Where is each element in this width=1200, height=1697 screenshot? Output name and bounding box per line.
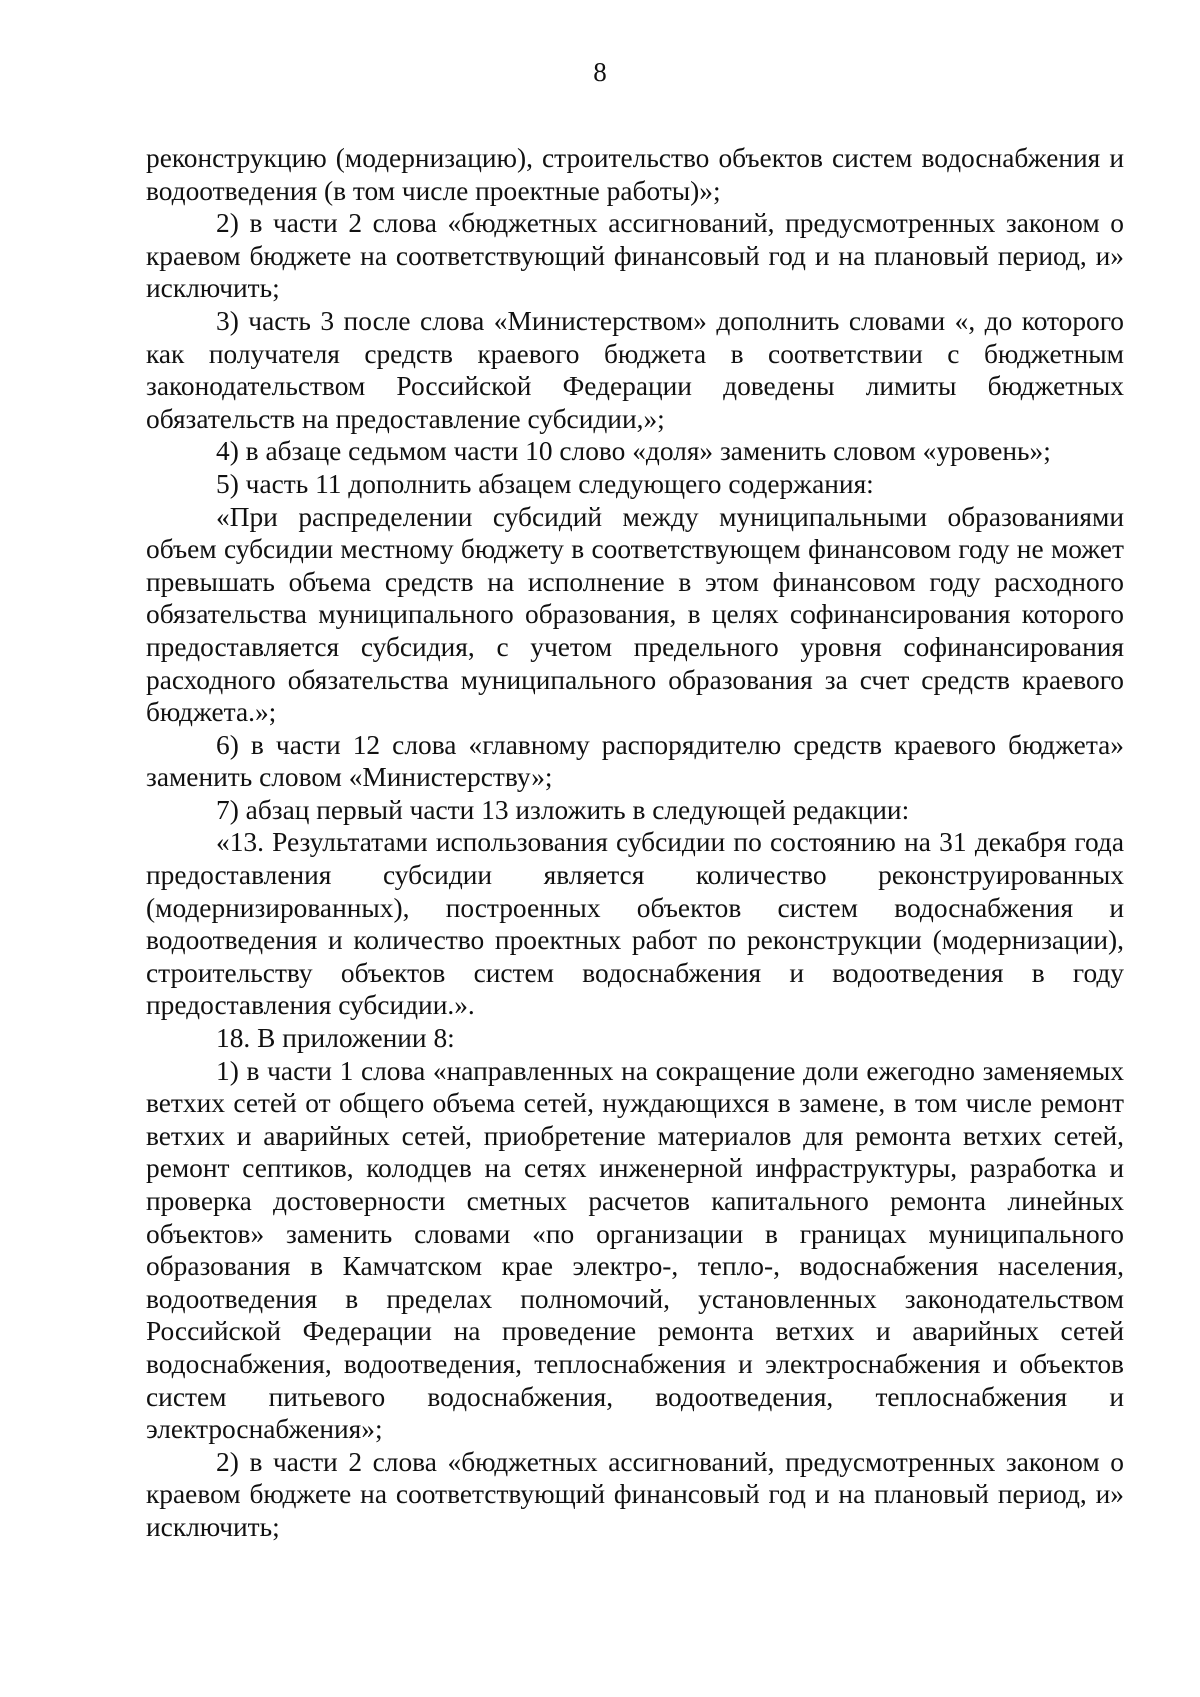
page-number: 8 [593, 57, 607, 87]
paragraph-1: реконструкцию (модернизацию), строительство объектов систем водоснабжения и водоотведения (в том числе проектные работы)»; [146, 143, 1124, 206]
paragraph-6: «При распределении субсидий между муниципальными образованиями объем субсидии местному бюджету в соответствующем финансовом году не может превышать объема средств на исполнение в этом финансовом году расходного обязательства муниципального образования, в целях софинансирования которого предоставляется субсидия, с учетом предельного уровня софинансирования расходного обязательства муниципального образования за счет средств краевого бюджета.»; [146, 501, 1124, 728]
paragraph-11: 1) в части 1 слова «направленных на сокращение доли ежегодно заменяемых ветхих сетей от общего объема сетей, нуждающихся в замене, в том числе ремонт ветхих и аварийных сетей, приобретение материалов для ремонта ветхих сетей, ремонт септиков, колодцев на сетях инженерной инфраструктуры, разработка и проверка достоверности сметных расчетов капитального ремонта линейных объектов» заменить словами «по организации в границах муниципального образования в Камчатском крае электро-, тепло-, водоснабжения населения, водоотведения в пределах полномочий, установленных законодательством Российской Федерации на проведение ремонта ветхих и аварийных сетей водоснабжения, водоотведения, теплоснабжения и электроснабжения и объектов систем питьевого водоснабжения, водоотведения, теплоснабжения и электроснабжения»; [146, 1055, 1124, 1445]
document-body [146, 142, 1124, 1544]
paragraph-3: 3) часть 3 после слова «Министерством» дополнить словами «, до которого как получателя средств краевого бюджета в соответствии с бюджетным законодательством Российской Федерации доведены лимиты бюджетных обязательств на предоставление субсидии,»; [146, 305, 1124, 434]
paragraph-2: 2) в части 2 слова «бюджетных ассигнований, предусмотренных законом о краевом бюджете на соответствующий финансовый год и на плановый период, и» исключить; [146, 208, 1124, 304]
paragraph-4: 4) в абзаце седьмом части 10 слово «доля» заменить словом «уровень»; [216, 436, 1051, 467]
paragraph-5: 5) часть 11 дополнить абзацем следующего содержания: [216, 468, 874, 499]
paragraph-10: 18. В приложении 8: [216, 1023, 455, 1054]
paragraph-8: 7) абзац первый части 13 изложить в следующей редакции: [216, 794, 910, 825]
paragraph-9: «13. Результатами использования субсидии по состоянию на 31 декабря года предоставления субсидии является количество реконструированных (модернизированных), построенных объектов систем водоснабжения и водоотведения и количество проектных работ по реконструкции (модернизации), строительству объектов систем водоснабжения и водоотведения в году предоставления субсидии.». [146, 827, 1124, 1021]
paragraph-12: 2) в части 2 слова «бюджетных ассигнований, предусмотренных законом о краевом бюджете на соответствующий финансовый год и на плановый период, и» исключить; [146, 1446, 1124, 1542]
paragraph-7: 6) в части 12 слова «главному распорядителю средств краевого бюджета» заменить словом «Министерству»; [146, 729, 1124, 793]
